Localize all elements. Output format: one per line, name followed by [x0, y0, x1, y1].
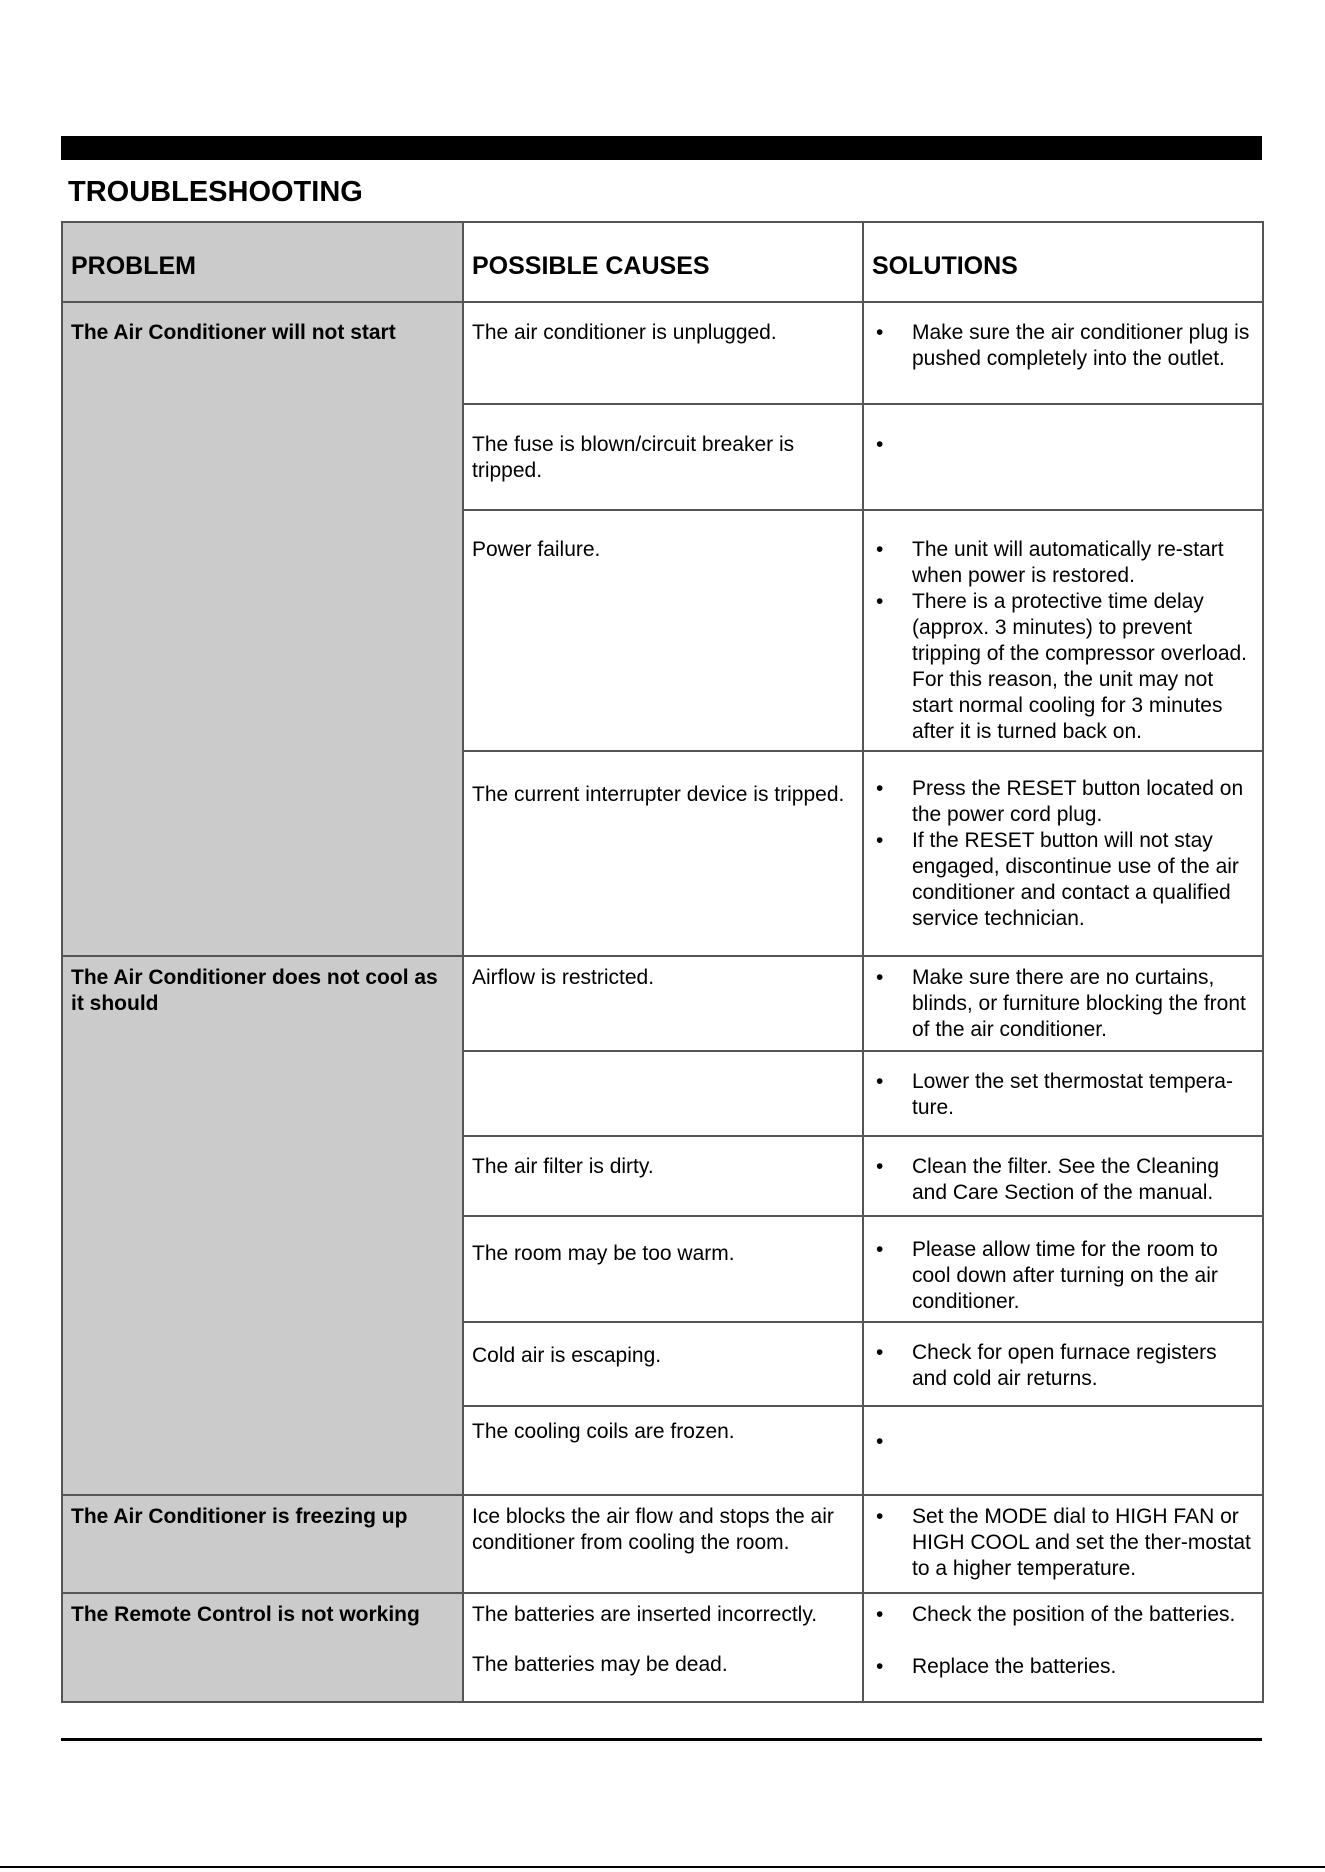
solution-item: • Lower the set thermostat tempera-ture.	[872, 1069, 1254, 1121]
page-title: TROUBLESHOOTING	[68, 176, 363, 208]
cause-cell	[463, 1051, 863, 1136]
solution-item: • Please allow time for the room to cool down after turning on the air conditioner.	[872, 1237, 1254, 1315]
cause-cell: Airflow is restricted.	[463, 956, 863, 1051]
troubleshooting-table-container	[61, 221, 1262, 1703]
problem-cell: The Air Conditioner is freezing up	[62, 1495, 463, 1593]
table-row	[62, 956, 1263, 1051]
cause-item: The batteries are inserted incorrectly.	[472, 1603, 818, 1626]
solution-item: • There is a protective time delay (approx. 3 minutes) to prevent tripping of the compressor overload. For this reason, the unit may not start normal cooling for 3 minutes after it is turned back on.	[872, 589, 1254, 745]
solution-item: • Check the position of the batteries.	[872, 1602, 1254, 1628]
solution-item: • Make sure there are no curtains, blinds, or furniture blocking the front of the air conditioner.	[872, 965, 1254, 1043]
solution-cell	[863, 302, 1263, 404]
problem-cell: The Remote Control is not working	[62, 1593, 463, 1702]
page-bottom-edge	[0, 1866, 1325, 1868]
cause-cell: Ice blocks the air flow and stops the air conditioner from cooling the room.	[463, 1495, 863, 1593]
cause-cell: The current interrupter device is tripped.	[463, 751, 863, 956]
solution-cell	[863, 751, 1263, 956]
header-bar	[61, 136, 1262, 160]
solution-cell	[863, 956, 1263, 1051]
solution-item: • Check for open furnace registers and cold air returns.	[872, 1340, 1254, 1392]
problem-cell: The Air Conditioner does not cool as it should	[62, 956, 463, 1495]
solution-cell	[863, 1322, 1263, 1406]
cause-cell: The cooling coils are frozen.	[463, 1406, 863, 1495]
solution-item: • Press the RESET button located on the power cord plug.	[872, 776, 1254, 828]
cause-cell: The fuse is blown/circuit breaker is tripped.	[463, 404, 863, 510]
solution-cell	[863, 1216, 1263, 1322]
header-problem: PROBLEM	[62, 222, 463, 302]
cause-cell: The room may be too warm.	[463, 1216, 863, 1322]
cause-cell: The air conditioner is unplugged.	[463, 302, 863, 404]
cause-cell: Cold air is escaping.	[463, 1322, 863, 1406]
cause-cell: The air filter is dirty.	[463, 1136, 863, 1216]
cause-cell	[463, 1593, 863, 1702]
header-solutions: SOLUTIONS	[863, 222, 1263, 302]
cause-cell: Power failure.	[463, 510, 863, 751]
table-header-row	[62, 222, 1263, 302]
solution-cell	[863, 1593, 1263, 1702]
solution-item: • Clean the filter. See the Cleaning and Care Section of the manual.	[872, 1154, 1254, 1206]
table-row	[62, 1593, 1263, 1702]
cause-item: The batteries may be dead.	[472, 1653, 728, 1676]
solution-item: • Make sure the air conditioner plug is pushed completely into the outlet.	[872, 320, 1254, 372]
solution-item: • Set the MODE dial to HIGH FAN or HIGH COOL and set the ther-mostat to a higher temperature.	[872, 1504, 1254, 1582]
solution-cell	[863, 1051, 1263, 1136]
solution-cell	[863, 510, 1263, 751]
solution-item: • Replace the batteries.	[872, 1654, 1254, 1680]
problem-cell: The Air Conditioner will not start	[62, 302, 463, 956]
solution-cell	[863, 1495, 1263, 1593]
troubleshooting-table	[61, 221, 1264, 1703]
table-row	[62, 302, 1263, 404]
solution-item: • If the RESET button will not stay engaged, discontinue use of the air conditioner and contact a qualified service technician.	[872, 828, 1254, 932]
footer-rule	[61, 1738, 1262, 1741]
header-causes: POSSIBLE CAUSES	[463, 222, 863, 302]
table-row	[62, 1495, 1263, 1593]
solution-cell	[863, 1406, 1263, 1495]
solution-item: • The unit will automatically re-start when power is restored.	[872, 537, 1254, 589]
solution-cell	[863, 404, 1263, 510]
solution-cell	[863, 1136, 1263, 1216]
